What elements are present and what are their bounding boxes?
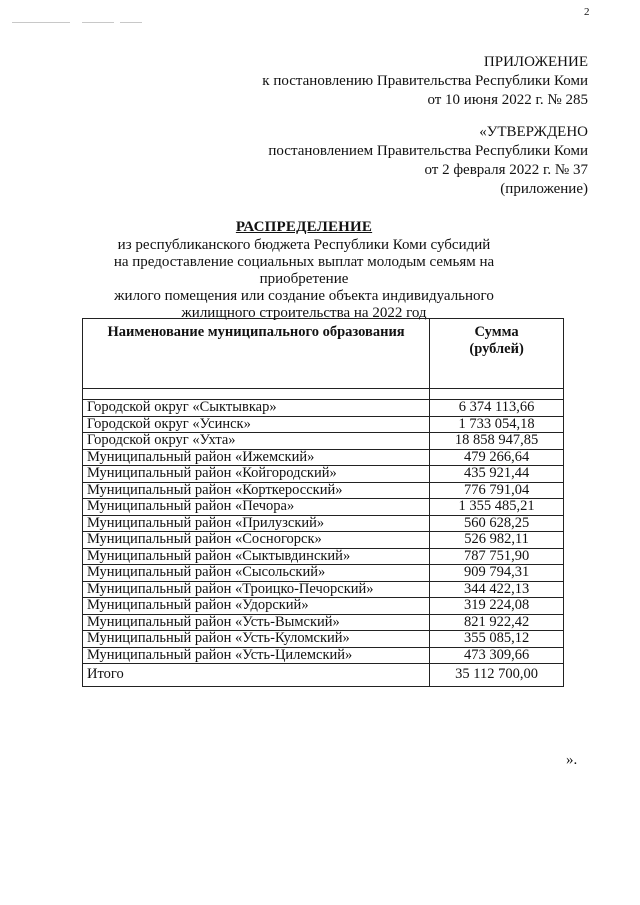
municipality-name: Муниципальный район «Прилузский» [83, 515, 430, 532]
subsidy-amount: 319 224,08 [430, 598, 564, 615]
page-number: 2 [584, 6, 590, 18]
subsidy-amount: 776 791,04 [430, 482, 564, 499]
approved-heading: «УТВЕРЖДЕНО [479, 124, 588, 140]
table-row [83, 548, 564, 565]
municipality-name: Городской округ «Сыктывкар» [83, 400, 430, 417]
subsidy-amount: 560 628,25 [430, 515, 564, 532]
document-subtitle [70, 237, 538, 322]
table-row [83, 400, 564, 417]
appendix-heading: ПРИЛОЖЕНИЕ [483, 54, 588, 70]
subsidy-amount: 435 921,44 [430, 466, 564, 483]
table-row [83, 515, 564, 532]
column-header-sum [430, 319, 564, 389]
table-header-row [83, 319, 564, 389]
subtitle-line: на предоставление социальных выплат молодым семьям на приобретение [113, 254, 495, 287]
subtitle-line: жилого помещения или создание объекта индивидуального [114, 288, 494, 304]
total-label: Итого [83, 664, 430, 687]
municipality-name: Муниципальный район «Усть-Цилемский» [83, 647, 430, 664]
municipality-name: Муниципальный район «Удорский» [83, 598, 430, 615]
column-header-name: Наименование муниципального образования [83, 319, 430, 389]
municipality-name: Городской округ «Усинск» [83, 416, 430, 433]
subsidy-amount: 473 309,66 [430, 647, 564, 664]
table-row [83, 631, 564, 648]
appendix-line: к постановлению Правительства Республики Коми [262, 73, 588, 89]
approved-line: постановлением Правительства Республики Коми [268, 143, 588, 159]
subsidy-amount: 1 355 485,21 [430, 499, 564, 516]
subsidy-amount: 787 751,90 [430, 548, 564, 565]
subsidy-amount: 18 858 947,85 [430, 433, 564, 450]
table-row [83, 499, 564, 516]
document-title: РАСПРЕДЕЛЕНИЕ [235, 219, 373, 235]
subsidy-amount: 344 422,13 [430, 581, 564, 598]
closing-mark: ». [566, 752, 578, 768]
subsidy-amount: 909 794,31 [430, 565, 564, 582]
table-row [83, 466, 564, 483]
table-row [83, 532, 564, 549]
municipality-name: Муниципальный район «Койгородский» [83, 466, 430, 483]
table-row [83, 482, 564, 499]
approved-block [268, 123, 588, 199]
table-row [83, 449, 564, 466]
distribution-table [82, 318, 564, 687]
table-row [83, 647, 564, 664]
scan-artifact-line [82, 22, 114, 23]
municipality-name: Муниципальный район «Ижемский» [83, 449, 430, 466]
municipality-name: Муниципальный район «Сосногорск» [83, 532, 430, 549]
municipality-name: Городской округ «Ухта» [83, 433, 430, 450]
column-header-sum-line: Сумма [474, 324, 519, 340]
subsidy-amount: 526 982,11 [430, 532, 564, 549]
table-total-row [83, 664, 564, 687]
approved-line: (приложение) [500, 181, 588, 197]
municipality-name: Муниципальный район «Усть-Куломский» [83, 631, 430, 648]
appendix-line: от 10 июня 2022 г. № 285 [427, 92, 588, 108]
table-row [83, 614, 564, 631]
subsidy-amount: 6 374 113,66 [430, 400, 564, 417]
municipality-name: Муниципальный район «Печора» [83, 499, 430, 516]
municipality-name: Муниципальный район «Сыктывдинский» [83, 548, 430, 565]
table-row [83, 581, 564, 598]
appendix-block [262, 53, 588, 110]
scan-artifact-line [120, 22, 142, 23]
subtitle-line: из республиканского бюджета Республики Коми субсидий [117, 237, 491, 253]
subsidy-amount: 1 733 054,18 [430, 416, 564, 433]
subsidy-amount: 821 922,42 [430, 614, 564, 631]
table-spacer-row [83, 389, 564, 400]
municipality-name: Муниципальный район «Троицко-Печорский» [83, 581, 430, 598]
subtitle-line: жилищного строительства на 2022 год [181, 305, 427, 321]
table-row [83, 416, 564, 433]
table-row [83, 598, 564, 615]
subsidy-amount: 355 085,12 [430, 631, 564, 648]
table-row [83, 433, 564, 450]
municipality-name: Муниципальный район «Сысольский» [83, 565, 430, 582]
scan-artifact-line [12, 22, 70, 23]
approved-line: от 2 февраля 2022 г. № 37 [424, 162, 588, 178]
municipality-name: Муниципальный район «Корткеросский» [83, 482, 430, 499]
table-row [83, 565, 564, 582]
municipality-name: Муниципальный район «Усть-Вымский» [83, 614, 430, 631]
subsidy-amount: 479 266,64 [430, 449, 564, 466]
column-header-sum-line: (рублей) [469, 341, 524, 357]
total-amount: 35 112 700,00 [430, 664, 564, 687]
